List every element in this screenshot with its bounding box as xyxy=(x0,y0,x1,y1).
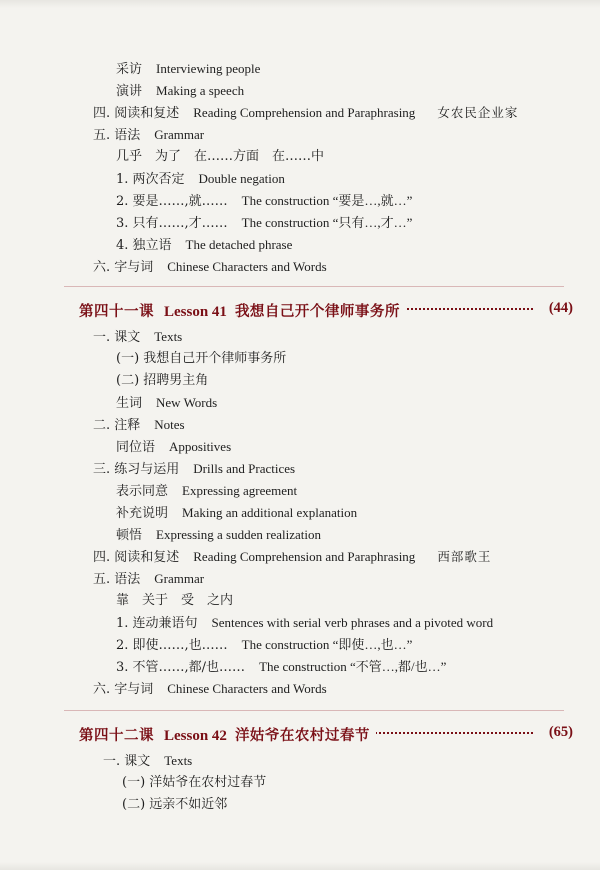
toc-entry xyxy=(122,774,266,792)
toc-entry xyxy=(116,636,412,655)
lesson-number-english: Lesson 41 xyxy=(164,304,227,320)
toc-entry xyxy=(116,526,321,545)
toc-entry xyxy=(116,482,297,501)
entry-chinese: 同位语 xyxy=(116,440,156,455)
entry-chinese: 演讲 xyxy=(116,84,143,99)
entry-english: New Words xyxy=(156,395,218,410)
lesson-42-title-group xyxy=(79,724,376,745)
entry-english: Making a speech xyxy=(156,83,245,98)
entry-story-title: 西部歌王 xyxy=(437,549,492,564)
entry-chinese: 五. 语法 xyxy=(93,572,141,587)
entry-chinese: 二. 注释 xyxy=(93,418,141,433)
toc-entry xyxy=(93,258,327,277)
toc-entry xyxy=(93,126,204,145)
entry-english: Grammar xyxy=(154,571,205,586)
entry-chinese: 四. 阅读和复述 xyxy=(93,550,180,565)
entry-english: Interviewing people xyxy=(156,61,261,76)
entry-english: The detached phrase xyxy=(185,237,293,252)
toc-entry xyxy=(93,104,518,123)
lesson-number-chinese: 第四十二课 xyxy=(79,727,154,744)
entry-chinese: 一. 课文 xyxy=(103,754,151,769)
entry-english: Reading Comprehension and Paraphrasing xyxy=(193,549,416,564)
entry-story-title: 女农民企业家 xyxy=(437,105,519,120)
toc-entry xyxy=(116,350,286,368)
entry-chinese: 3. 不管……,都/也…… xyxy=(116,660,246,675)
entry-chinese: 4. 独立语 xyxy=(116,238,172,253)
entry-chinese: 顿悟 xyxy=(116,528,143,543)
entry-chinese: 采访 xyxy=(116,62,143,77)
toc-entry xyxy=(93,680,327,699)
lesson-42-heading[interactable] xyxy=(79,724,573,746)
toc-entry xyxy=(116,394,217,413)
entry-chinese: 三. 练习与运用 xyxy=(93,462,180,477)
entry-chinese: 一. 课文 xyxy=(93,330,141,345)
lesson-41-heading[interactable] xyxy=(79,300,573,322)
toc-entry xyxy=(93,570,204,589)
entry-english: The construction “要是…,就…” xyxy=(241,193,413,208)
entry-chinese: 2. 即使……,也…… xyxy=(116,638,228,653)
toc-entry xyxy=(116,148,324,166)
entry-chinese: 六. 字与词 xyxy=(93,682,154,697)
entry-chinese: (一) 洋姑爷在农村过春节 xyxy=(122,775,267,790)
toc-entry xyxy=(103,752,192,771)
lesson-title: 洋姑爷在农村过春节 xyxy=(234,727,370,744)
entry-english: The construction “不管…,都/也…” xyxy=(259,659,447,674)
lesson-page-number: (65) xyxy=(545,724,573,741)
entry-chinese: 1. 连动兼语句 xyxy=(116,616,198,631)
lesson-page-number: (44) xyxy=(545,300,573,317)
entry-chinese: 1. 两次否定 xyxy=(116,172,185,187)
page-top-shade xyxy=(0,0,600,8)
entry-chinese: (一) 我想自己开个律师事务所 xyxy=(116,351,287,366)
entry-english: Appositives xyxy=(169,439,232,454)
lesson-41-title-group xyxy=(79,300,406,321)
entry-chinese: (二) 远亲不如近邻 xyxy=(122,797,228,812)
toc-entry xyxy=(116,82,244,101)
toc-entry xyxy=(116,60,260,79)
section-divider xyxy=(64,710,564,711)
entry-english: The construction “只有…,才…” xyxy=(241,215,413,230)
toc-entry xyxy=(116,658,446,677)
entry-english: Drills and Practices xyxy=(193,461,296,476)
entry-chinese: 3. 只有……,才…… xyxy=(116,216,228,231)
entry-chinese: 几乎 为了 在……方面 在……中 xyxy=(116,149,325,164)
toc-entry xyxy=(116,170,285,189)
entry-chinese: (二) 招聘男主角 xyxy=(116,373,209,388)
entry-chinese: 2. 要是……,就…… xyxy=(116,194,228,209)
entry-english: Chinese Characters and Words xyxy=(167,259,327,274)
toc-entry xyxy=(116,614,493,633)
page-bottom-shade xyxy=(0,862,600,870)
entry-english: Expressing agreement xyxy=(182,483,298,498)
entry-english: Double negation xyxy=(198,171,285,186)
lesson-title: 我想自己开个律师事务所 xyxy=(234,303,400,320)
toc-entry xyxy=(93,416,185,435)
entry-chinese: 生词 xyxy=(116,396,143,411)
entry-english: Notes xyxy=(154,417,185,432)
toc-entry xyxy=(116,192,412,211)
entry-chinese: 四. 阅读和复述 xyxy=(93,106,180,121)
lesson-number-chinese: 第四十一课 xyxy=(79,303,154,320)
entry-english: Sentences with serial verb phrases and a pivoted word xyxy=(211,615,494,630)
toc-entry xyxy=(93,328,182,347)
toc-entry xyxy=(116,504,357,523)
entry-chinese: 表示同意 xyxy=(116,484,169,499)
entry-english: Grammar xyxy=(154,127,205,142)
toc-entry xyxy=(122,796,227,814)
toc-entry xyxy=(116,372,208,390)
toc-entry xyxy=(116,438,231,457)
toc-entry xyxy=(93,548,491,567)
entry-english: Reading Comprehension and Paraphrasing xyxy=(193,105,416,120)
entry-english: Texts xyxy=(154,329,183,344)
entry-english: Texts xyxy=(164,753,193,768)
entry-english: The construction “即使…,也…” xyxy=(241,637,413,652)
entry-chinese: 六. 字与词 xyxy=(93,260,154,275)
entry-english: Chinese Characters and Words xyxy=(167,681,327,696)
toc-entry xyxy=(116,592,233,610)
toc-entry xyxy=(93,460,295,479)
entry-english: Expressing a sudden realization xyxy=(156,527,321,542)
entry-chinese: 靠 关于 受 之内 xyxy=(116,593,234,608)
toc-entry xyxy=(116,214,412,233)
section-divider xyxy=(64,286,564,287)
entry-chinese: 补充说明 xyxy=(116,506,169,521)
toc-entry xyxy=(116,236,292,255)
entry-english: Making an additional explanation xyxy=(182,505,358,520)
lesson-number-english: Lesson 42 xyxy=(164,728,227,744)
entry-chinese: 五. 语法 xyxy=(93,128,141,143)
